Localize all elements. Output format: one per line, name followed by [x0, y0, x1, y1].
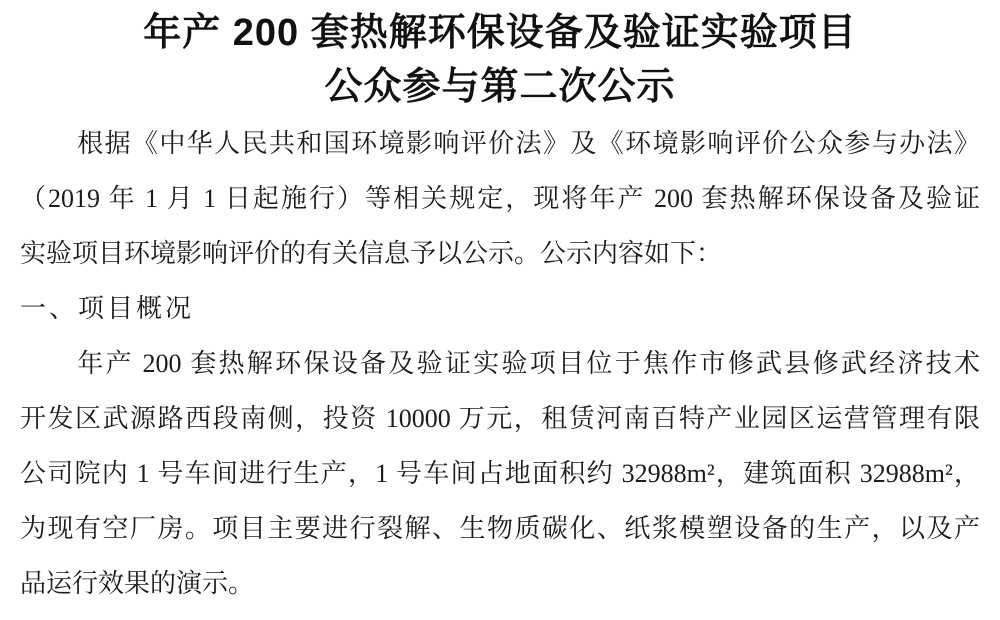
- paragraph2-line2: 开发区武源路西段南侧，投资 10000 万元，租赁河南百特产业园区运营管理有限: [20, 404, 980, 433]
- paragraph2-line4: 为现有空厂房。项目主要进行裂解、生物质碳化、纸浆模塑设备的生产，以及产: [20, 514, 980, 543]
- section1-heading: 一、项目概况: [20, 294, 195, 323]
- paragraph1-line2: （2019 年 1 月 1 日起施行）等相关规定，现将年产 200 套热解环保设备及验证: [20, 184, 980, 213]
- paragraph1-line1: 根据《中华人民共和国环境影响评价法》及《环境影响评价公众参与办法》: [77, 129, 980, 158]
- document-body: [20, 116, 980, 611]
- title-line-2: 公众参与第二次公示: [324, 66, 676, 108]
- document-title: [20, 6, 980, 114]
- paragraph2-line5: 品运行效果的演示。: [20, 569, 255, 598]
- paragraph2-line1: 年产 200 套热解环保设备及验证实验项目位于焦作市修武县修武经济技术: [77, 349, 980, 378]
- paragraph1-line3: 实验项目环境影响评价的有关信息予以公示。公示内容如下：: [20, 239, 723, 268]
- paragraph2-line3: 公司院内 1 号车间进行生产，1 号车间占地面积约 32988m²，建筑面积 32988m²，: [20, 459, 980, 488]
- title-line-1: 年产 200 套热解环保设备及验证实验项目: [143, 12, 857, 54]
